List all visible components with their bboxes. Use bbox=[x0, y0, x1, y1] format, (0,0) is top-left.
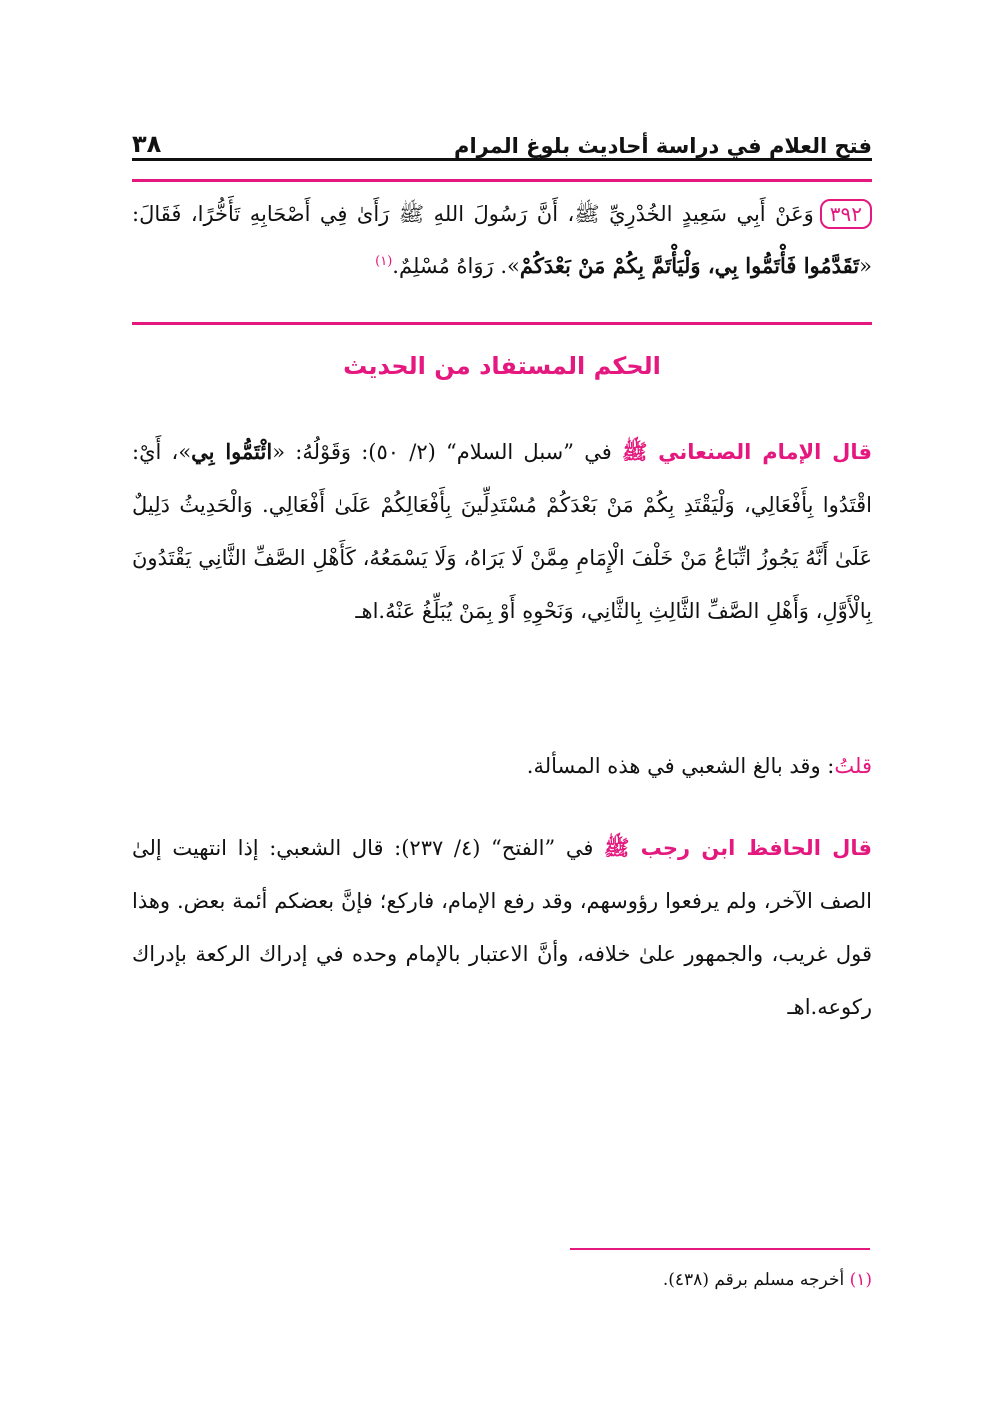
hadith-bottom-rule bbox=[132, 322, 872, 325]
para1-lead: قال الإمام الصنعاني ﷺ bbox=[621, 440, 872, 464]
para3-text: في ”الفتح“ (٤/ ٢٣٧): قال الشعبي: إذا انتهيت إلىٰ الصف الآخر، ولم يرفعوا رؤوسهم، وقد رفع الإمام، فاركع؛ فإنَّ بعضكم أئمة بعض. وهذا قول غريب، والجمهور علىٰ خلافه، وأنَّ الاعتبار بالإمام وحده في إدراك الركعة بإدراك ركوعه.اهـ bbox=[132, 836, 872, 1019]
footnote-marker[interactable]: (١) bbox=[375, 254, 393, 269]
para1-text-1: في ”سبل السلام“ (٢/ ٥٠): وَقَوْلُهُ: « bbox=[272, 440, 622, 464]
footnote-text: أخرجه مسلم برقم (٤٣٨). bbox=[662, 1270, 850, 1290]
book-title: فتح العلام في دراسة أحاديث بلوغ المرام bbox=[454, 134, 872, 158]
hadith-quote: تَقَدَّمُوا فَأْتَمُّوا بِي، وَلْيَأْتَمَّ بِكُمْ مَنْ بَعْدَكُمْ bbox=[519, 253, 860, 278]
paragraph-ibn-rajab bbox=[132, 822, 872, 1034]
hadith-number: ٣٩٢ bbox=[820, 199, 872, 229]
hadith-top-rule bbox=[132, 179, 872, 182]
paragraph-note bbox=[132, 740, 872, 793]
running-header bbox=[132, 118, 872, 158]
para2-lead: قلتُ bbox=[834, 754, 872, 778]
header-rule bbox=[132, 158, 872, 161]
para1-quote: ائْتَمُّوا بِي bbox=[191, 439, 273, 464]
footnote-number: (١) bbox=[849, 1270, 872, 1290]
footnote-rule bbox=[570, 1248, 870, 1250]
page-number: ٣٨ bbox=[132, 130, 162, 158]
hadith-text-1: وَعَنْ أَبِي سَعِيدٍ الخُدْرِيِّ ﷺ، أَنَّ رَسُولَ اللهِ ﷺ رَأَىٰ فِي أَصْحَابِهِ تَأَخُّرًا، فَقَالَ: « bbox=[132, 202, 872, 278]
footnote bbox=[132, 1270, 872, 1290]
para2-text: : وقد بالغ الشعبي في هذه المسألة. bbox=[526, 754, 835, 778]
section-title: الحكم المستفاد من الحديث bbox=[343, 352, 661, 380]
para3-lead: قال الحافظ ابن رجب ﷺ bbox=[604, 836, 872, 860]
paragraph-sanani bbox=[132, 425, 872, 638]
para1-text-2: »، أَيْ: اقْتَدُوا بِأَفْعَالِي، وَلْيَقْتَدِ بِكُمْ مَنْ بَعْدَكُمْ مُسْتَدِلِّينَ بِأَفْعَالِكُمْ عَلَىٰ أَفْعَالِي. وَالْحَدِيثُ دَلِيلٌ عَلَىٰ أَنَّهُ يَجُوزُ اتِّبَاعُ مَنْ خَلْفَ الْإِمَامِ مِمَّنْ لَا يَرَاهُ، وَلَا يَسْمَعُهُ، كَأَهْلِ الصَّفِّ الثَّانِي يَقْتَدُونَ بِالْأَوَّلِ، وَأَهْلِ الصَّفِّ الثَّالِثِ بِالثَّانِي، وَنَحْوِهِ أَوْ بِمَنْ يُبَلِّغُ عَنْهُ.اهـ bbox=[132, 440, 872, 623]
hadith-text-2: ». رَوَاهُ مُسْلِمٌ. bbox=[392, 254, 520, 278]
hadith-block bbox=[132, 190, 872, 290]
